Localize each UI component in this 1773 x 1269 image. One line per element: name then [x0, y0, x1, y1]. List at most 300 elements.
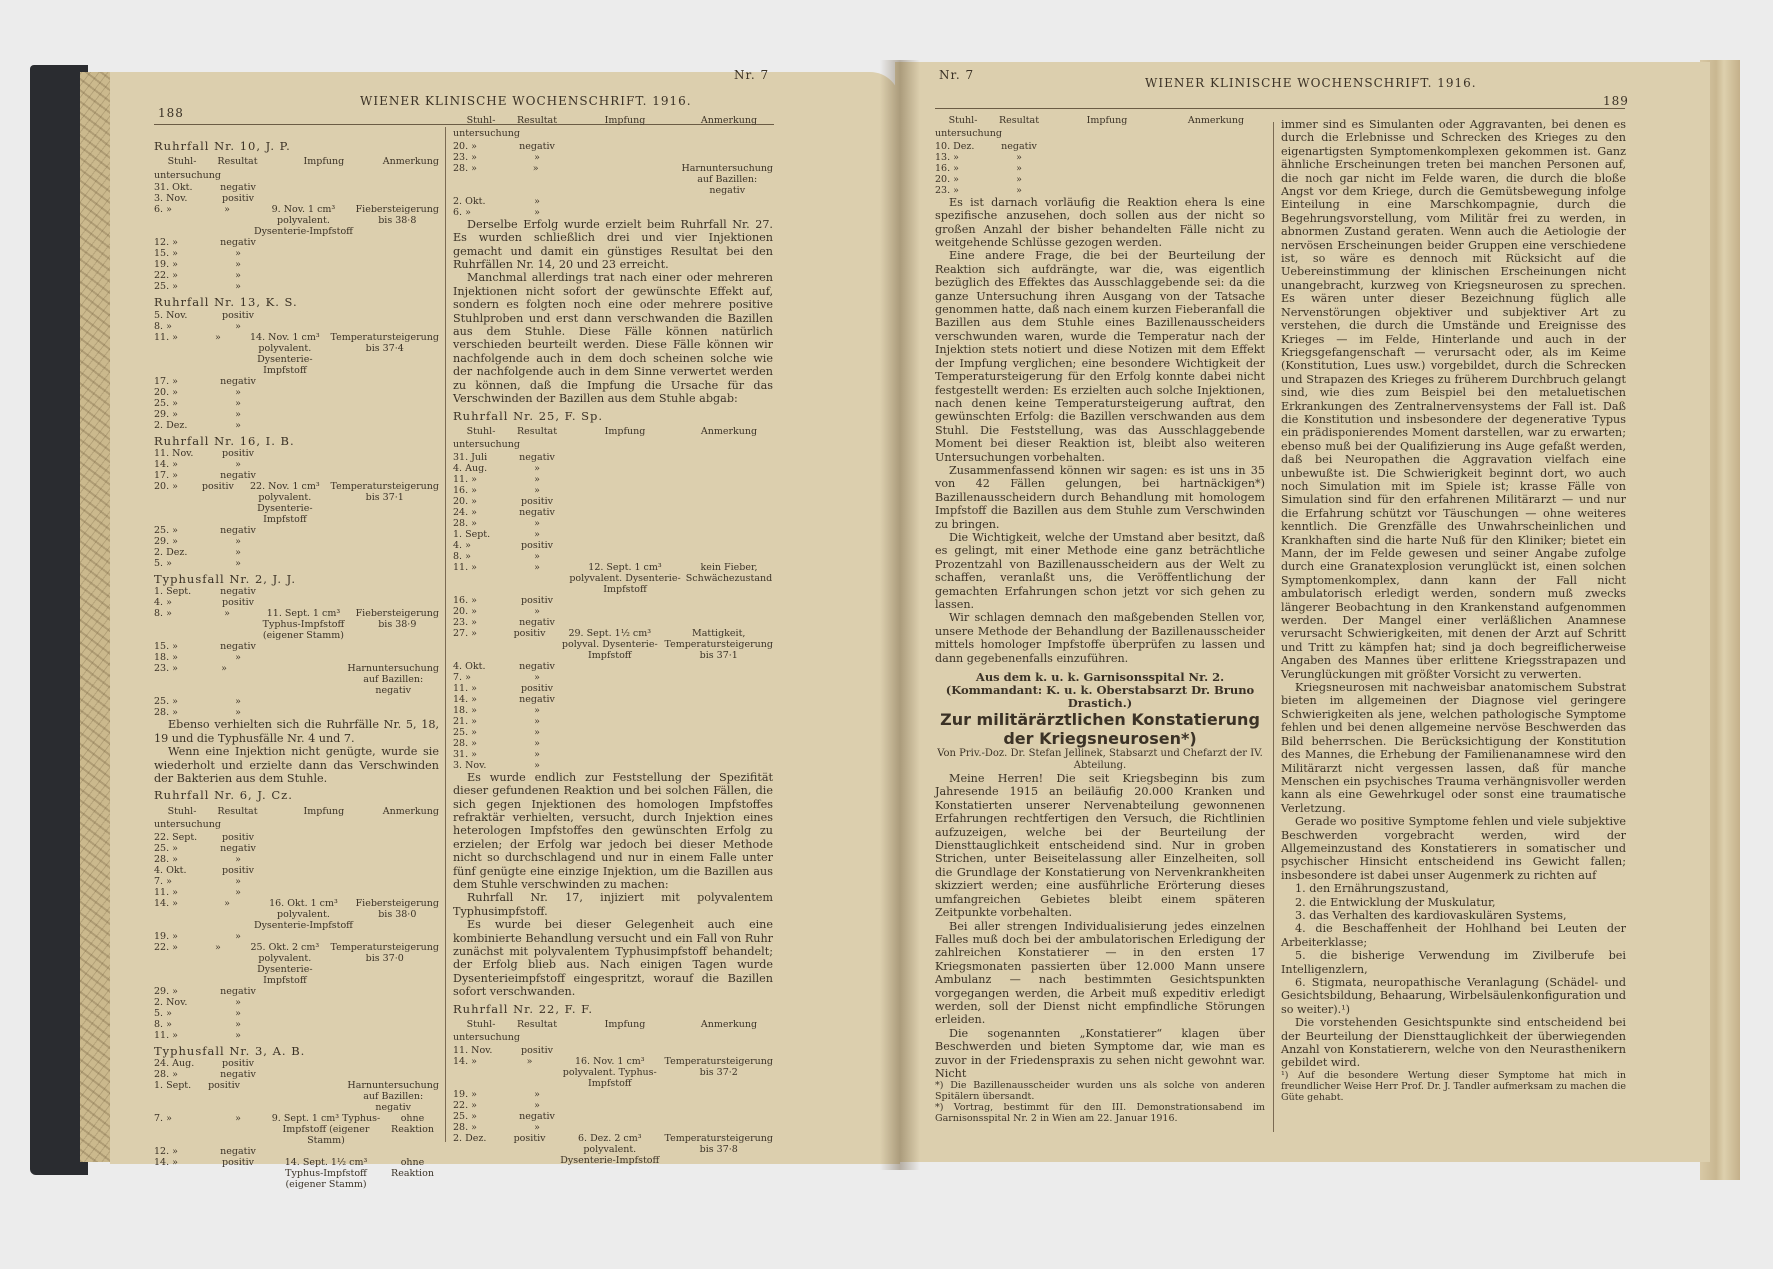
table-cell: positiv	[513, 627, 546, 639]
table-cell	[685, 474, 773, 485]
table-cell: 14. »	[154, 1157, 178, 1169]
table-row	[154, 387, 439, 398]
table-cell: 22. Nov. 1 cm³ polyvalent. Dysenterie-Impfstoff	[250, 481, 320, 526]
table-cell	[386, 641, 439, 652]
paragraph: 5. die bisherige Verwendung im Zivilberufe bei Intelligenzlern,	[1281, 949, 1626, 976]
column-header: Impfung	[604, 115, 646, 126]
case-label: Ruhrfall Nr. 10, J. P.	[154, 139, 291, 153]
table-cell: 6. »	[154, 204, 172, 216]
table-cell: »	[534, 462, 540, 474]
table-cell	[266, 876, 386, 887]
table-cell: Harnuntersuchung auf Bazillen: negativ	[681, 162, 774, 196]
paragraph: Die Wichtigkeit, welche der Umstand aber besitzt, daß es gelingt, mit einer Methode eine ganz beträchtliche Prozentzahl von Bazillenausscheidern aus der Welt zu schaffen, veranlaßt uns, die Veröffentlichung der gemachten Erfahrungen schon jetzt vor sich gehen zu lassen.	[935, 530, 1265, 611]
table-cell: 15. »	[154, 641, 178, 653]
table-cell: 17. »	[154, 375, 178, 387]
table-cell	[1167, 141, 1265, 152]
paragraph: Ruhrfall Nr. 17, injiziert mit polyvalentem Typhusimpfstoff.	[453, 891, 773, 918]
table-cell	[266, 707, 386, 718]
table-cell: 4. »	[453, 539, 471, 551]
table-cell	[685, 727, 773, 738]
table-cell: 5. »	[154, 1007, 172, 1019]
table-cell	[386, 1008, 439, 1019]
table-cell: 21. »	[453, 715, 477, 727]
table-cell	[386, 832, 439, 843]
table-cell: 5. »	[154, 558, 172, 570]
footnote: *) Die Bazillenausscheider wurden uns als solche von anderen Spitälern übersandt.	[935, 1080, 1265, 1103]
table-cell: Temperatursteigerung bis 37·8	[664, 1132, 773, 1155]
table-cell: 2. Okt.	[453, 195, 486, 207]
table-cell: 17. »	[154, 470, 178, 482]
column-header: Stuhl-untersuchung	[154, 805, 221, 831]
table-cell	[685, 595, 773, 606]
table-cell: »	[235, 853, 241, 865]
table-cell	[1167, 163, 1265, 174]
table-cell	[386, 525, 439, 536]
column-header: Anmerkung	[700, 1019, 758, 1031]
table-cell	[266, 696, 386, 707]
table-cell: 6. Dez. 2 cm³ polyvalent. Dysenterie-Impfstoff	[560, 1132, 660, 1166]
table-cell	[266, 558, 386, 569]
table-row	[154, 1157, 439, 1190]
table-row	[154, 887, 439, 898]
table-cell	[565, 606, 685, 617]
table-cell	[266, 887, 386, 898]
table-cell: positiv	[222, 831, 254, 843]
table-cell: »	[534, 704, 540, 716]
table-cell	[266, 376, 386, 387]
table-cell: 25. »	[154, 842, 178, 854]
table-cell: negativ	[519, 616, 555, 628]
table-cell: 19. »	[154, 930, 178, 942]
table-cell: 11. Sept. 1 cm³ Typhus-Impfstoff (eigener Stamm)	[262, 608, 345, 642]
table-row	[154, 832, 439, 843]
table-cell: 24. »	[453, 506, 477, 518]
table-cell	[386, 586, 439, 597]
table-cell	[685, 141, 773, 152]
table-cell: »	[235, 320, 241, 332]
table-cell	[565, 529, 685, 540]
paragraph: 6. Stigmata, neuropathische Veranlagung (Schädel- und Gesichtsbildung, Behaarung, Wirbelsäulenkonfiguration und so weiter).¹)	[1281, 976, 1626, 1016]
table-row	[453, 496, 773, 507]
table-row	[453, 518, 773, 529]
paragraph: 4. die Beschaffenheit der Hohlhand bei Leuten der Arbeiterklasse;	[1281, 922, 1626, 949]
table-cell: »	[235, 547, 241, 559]
table-cell: positiv	[521, 682, 553, 694]
table-cell: 5. Nov.	[154, 309, 188, 321]
table-cell: »	[235, 386, 241, 398]
column-header: Anmerkung	[700, 425, 758, 437]
column-header: Impfung	[604, 1019, 646, 1031]
table-cell: 2. Dez.	[154, 419, 188, 431]
table-cell: 14. »	[453, 1055, 477, 1067]
table-row	[154, 1080, 439, 1113]
table-cell: negativ	[220, 375, 256, 387]
table-cell	[386, 310, 439, 321]
table-row	[154, 986, 439, 997]
table-cell: »	[214, 331, 221, 343]
table-cell	[565, 749, 685, 760]
table-cell	[386, 1030, 439, 1041]
table-cell	[565, 617, 685, 628]
table-cell: negativ	[220, 842, 256, 854]
table-cell	[685, 705, 773, 716]
paragraph: Ebenso verhielten sich die Ruhrfälle Nr. 5, 18, 19 und die Typhusfälle Nr. 4 und 7.	[154, 718, 439, 745]
table-cell: 23. »	[453, 151, 477, 163]
table-cell: 11. »	[154, 331, 178, 343]
table-row	[154, 597, 439, 608]
table-cell: 29. »	[154, 408, 178, 420]
table-cell	[565, 661, 685, 672]
table-cell: 20. »	[453, 495, 477, 507]
table-cell	[565, 474, 685, 485]
table-cell	[565, 485, 685, 496]
table-cell	[685, 1045, 773, 1056]
table-cell: negativ	[220, 182, 256, 194]
table-cell	[266, 248, 386, 259]
table-cell: negativ	[519, 140, 555, 152]
table-cell: negativ	[519, 660, 555, 672]
table-cell	[266, 586, 386, 597]
paragraph: Die vorstehenden Gesichtspunkte sind entscheidend bei der Beurteilung der Diensttauglichkeit der überwiegenden Anzahl von Konstatierern, welche von den Neurasthenikern gebildet wird.	[1281, 1016, 1626, 1070]
table-cell	[685, 749, 773, 760]
table-row	[154, 310, 439, 321]
column-header: Stuhl-untersuchung	[453, 1019, 520, 1044]
table-cell: »	[534, 517, 540, 529]
table-row	[154, 182, 439, 193]
table-cell: »	[532, 162, 539, 174]
table-cell: »	[235, 652, 241, 664]
table-cell	[565, 694, 685, 705]
table-cell: positiv	[521, 539, 553, 551]
table-row	[154, 459, 439, 470]
table-cell	[266, 1019, 386, 1030]
table-row	[154, 470, 439, 481]
case-label: Ruhrfall Nr. 6, J. Cz.	[154, 788, 293, 803]
table-row	[453, 760, 773, 771]
table-row	[154, 237, 439, 248]
table-row	[453, 507, 773, 518]
column-rule	[1273, 122, 1274, 1132]
table-cell: »	[1016, 162, 1022, 174]
table-cell: »	[534, 550, 540, 562]
table-cell	[565, 672, 685, 683]
table-cell	[386, 237, 439, 248]
table-row	[453, 1089, 773, 1100]
case-label: Typhusfall Nr. 3, A. B.	[154, 1043, 306, 1058]
table-cell	[386, 696, 439, 707]
table-cell: negativ	[220, 586, 256, 598]
table-cell	[565, 540, 685, 551]
table-cell	[386, 931, 439, 942]
table-cell: »	[534, 528, 540, 540]
table-cell	[386, 459, 439, 470]
table-cell: 3. Nov.	[154, 193, 188, 205]
paragraph: Gerade wo positive Symptome fehlen und viele subjektive Beschwerden vorgebracht werden, wird der Allgemeinzustand des Konstatierers in somatischer und psychischer Hinsicht entscheidend ins Gewicht fallen; insbesondere ist dabei unser Augenmerk zu richten auf	[1281, 815, 1626, 882]
table-cell	[565, 727, 685, 738]
footnote: *) Vortrag, bestimmt für den III. Demonstrationsabend im Garnisonsspital Nr. 2 in Wien am 22. Januar 1916.	[935, 1102, 1265, 1125]
table-cell: negativ	[220, 237, 256, 249]
paragraph: Zusammenfassend können wir sagen: es ist uns in 35 von 42 Fällen gelungen, bei hartnäckigen*) Bazillenausscheidern durch Behandlung mit homologem Impfstoff die Bazillen aus dem Stuhle zum Verschwinden zu bringen.	[935, 463, 1265, 531]
table-cell: 11. »	[453, 561, 477, 573]
table-row	[154, 707, 439, 718]
column-header: Impfung	[1086, 115, 1128, 126]
table-cell	[1047, 141, 1167, 152]
table-row	[154, 448, 439, 459]
table-cell: »	[534, 195, 540, 207]
table-cell: 28. »	[453, 162, 477, 174]
table-cell: 23. »	[935, 184, 959, 196]
table-cell	[266, 270, 386, 281]
paragraph: Es ist darnach vorläufig die Reaktion ehera ls eine spezifische anzusehen, doch sollen aus der nicht so großen Anzahl der bisher behandelten Fälle nicht zu weitgehende Schlüsse gezogen werden.	[935, 195, 1265, 250]
table-cell: 4. »	[154, 597, 172, 609]
table-cell: »	[235, 419, 241, 431]
table-cell	[565, 716, 685, 727]
table-cell	[685, 152, 773, 163]
table-cell	[266, 525, 386, 536]
table-row	[935, 174, 1265, 185]
table-cell: »	[534, 726, 540, 738]
table-cell: 31. Juli	[453, 451, 488, 463]
table-cell: 22. Sept.	[154, 831, 198, 843]
table-row	[154, 586, 439, 597]
table-cell: »	[1016, 184, 1022, 196]
table-cell	[386, 854, 439, 865]
table-row	[453, 716, 773, 727]
table-cell: positiv	[222, 193, 254, 205]
table-cell	[685, 694, 773, 705]
table-cell: 9. Nov. 1 cm³ polyvalent. Dysenterie-Impfstoff	[253, 204, 353, 238]
table-cell	[386, 707, 439, 718]
table-cell: 3. Nov.	[453, 759, 487, 771]
table-cell	[266, 420, 386, 431]
table-row	[453, 1122, 773, 1133]
footnote: ¹) Auf die besondere Wertung dieser Symptome hat mich in freundlicher Weise Herr Prof. Dr. J. Tandler aufmerksam zu machen die Güte gehabt.	[1281, 1069, 1626, 1103]
table-cell: positiv	[222, 448, 254, 460]
table-row	[154, 281, 439, 292]
table-cell	[266, 832, 386, 843]
paragraph: Manchmal allerdings trat nach einer oder mehreren Injektionen nicht sofort der gewünschte Effekt auf, sondern es folgten noch eine oder mehrere positive Stuhlproben und erst dann verschwanden die Bazillen aus dem Stuhle. Diese Fälle können natürlich verschieden beurteilt werden. Diese Fälle können wir nachfolgende auch in dem doch scheinen solche wie der nachfolgende auch in dem Sinne verwertet werden zu können, daß die Impfung die Ursache für das Verschwinden der Bazillen aus dem Stuhle abgab:	[453, 271, 773, 406]
table-cell: positiv	[222, 309, 254, 321]
table-cell	[1047, 185, 1167, 196]
table-cell	[685, 485, 773, 496]
table-row	[453, 196, 773, 207]
table-header	[453, 1018, 773, 1045]
table-cell: 25. »	[154, 397, 178, 409]
table-cell	[386, 270, 439, 281]
table-cell	[266, 281, 386, 292]
table-cell: 11. »	[453, 682, 477, 694]
table-cell: 23. »	[154, 663, 178, 675]
table-cell: »	[534, 1088, 540, 1100]
table-row	[154, 1008, 439, 1019]
header-rule	[935, 108, 1625, 109]
table-cell: »	[534, 484, 540, 496]
table-cell: Temperatursteigerung bis 37·0	[330, 941, 439, 964]
table-row	[154, 663, 439, 696]
column-header: Stuhl-untersuchung	[154, 156, 221, 181]
left-page	[110, 68, 900, 1191]
table-cell: Fiebersteigerung bis 38·8	[355, 204, 439, 227]
table-cell: »	[224, 204, 230, 216]
table-cell: 11. Nov.	[154, 448, 194, 460]
right-column	[1281, 118, 1626, 1103]
table-cell: ohne Reaktion	[391, 1157, 434, 1180]
table-cell	[563, 163, 681, 196]
table-cell: 28. »	[453, 737, 477, 749]
table-cell: »	[235, 459, 241, 471]
table-row	[453, 540, 773, 551]
table-cell: negativ	[220, 470, 256, 482]
table-cell	[565, 1122, 685, 1133]
table-cell: »	[235, 558, 241, 570]
table-cell: 31. »	[453, 748, 477, 760]
table-row	[154, 997, 439, 1008]
table-cell: 28. »	[453, 517, 477, 529]
table-cell: 2. Nov.	[154, 996, 188, 1008]
table-row	[935, 185, 1265, 196]
column-header: Stuhl-untersuchung	[453, 425, 520, 451]
table-cell	[266, 237, 386, 248]
paragraph: Die sogenannten „Konstatierer“ klagen über Beschwerden und bieten Symptome dar, wie man es zuvor in der Friedenspraxis zu sehen nicht gewohnt war. Nicht	[935, 1026, 1265, 1080]
table-cell	[685, 738, 773, 749]
table-cell: 27. »	[453, 627, 477, 639]
table-row	[453, 628, 773, 661]
table-cell	[1047, 163, 1167, 174]
table-cell	[685, 1111, 773, 1122]
table-cell	[266, 1030, 386, 1041]
table-cell	[266, 641, 386, 652]
table-cell	[247, 1080, 347, 1113]
table-cell: 9. Sept. 1 cm³ Typhus-Impfstoff (eigener Stamm)	[271, 1113, 381, 1147]
table-header	[935, 114, 1265, 141]
table-cell: Fiebersteigerung bis 38·9	[355, 608, 439, 631]
paragraph: Bei aller strengen Individualisierung jedes einzelnen Falles muß doch bei der ambulatorischen Erledigung der zahlreichen Konstatierer — in den ersten 17 Kriegsmonaten passierten über 12.000 Mann unsere Ambulanz — nach bestimmten Gesichtspunkten vorgegangen werden, die Arbeit muß expeditiv erledigt werden, soll der Dienst nicht empfindliche Störungen erleiden.	[935, 919, 1265, 1027]
table-cell: negativ	[220, 1146, 256, 1158]
table-cell: 13. »	[935, 151, 959, 163]
table-cell	[386, 1019, 439, 1030]
page-number: 188	[158, 106, 184, 120]
table-cell	[266, 459, 386, 470]
table-cell: »	[235, 1007, 241, 1019]
table-cell: »	[235, 536, 241, 548]
table-cell: 22. »	[154, 941, 178, 953]
table-row	[154, 876, 439, 887]
table-cell	[266, 470, 386, 481]
table-row	[453, 485, 773, 496]
table-cell: »	[235, 397, 241, 409]
table-cell	[266, 387, 386, 398]
table-row	[154, 1019, 439, 1030]
table-cell: negativ	[519, 693, 555, 705]
table-cell: 8. »	[154, 608, 172, 620]
table-cell	[1047, 152, 1167, 163]
table-cell: 25. »	[154, 281, 178, 293]
table-cell: »	[534, 715, 540, 727]
table-cell: »	[224, 897, 230, 909]
table-cell	[565, 683, 685, 694]
table-cell	[266, 398, 386, 409]
article-source: Aus dem k. u. k. Garnisonsspital Nr. 2.	[975, 670, 1225, 685]
table-cell: »	[235, 270, 241, 282]
table-row	[154, 193, 439, 204]
table-cell: »	[235, 886, 241, 898]
table-cell: 12. »	[154, 1146, 178, 1158]
table-cell	[386, 193, 439, 204]
table-row	[154, 641, 439, 652]
table-cell	[685, 683, 773, 694]
table-row	[154, 608, 439, 641]
table-cell: negativ	[220, 641, 256, 653]
table-cell: 8. »	[154, 1018, 172, 1030]
table-row	[154, 1030, 439, 1041]
table-cell	[1167, 174, 1265, 185]
table-cell	[565, 496, 685, 507]
table-cell: »	[534, 206, 540, 218]
table-cell: 11. Nov.	[453, 1044, 493, 1056]
table-cell: 20. »	[453, 140, 477, 152]
table-cell	[266, 321, 386, 332]
table-cell	[266, 843, 386, 854]
table-cell: »	[534, 1121, 540, 1133]
paragraph: Wir schlagen demnach den maßgebenden Stellen vor, unsere Methode der Behandlung der Bazillenausscheider mittels homologer Impfstoffe überprüfen zu lassen und dann gegebenenfalls einzuführen.	[935, 611, 1265, 665]
table-cell: »	[526, 1055, 533, 1067]
table-cell: Temperatursteigerung bis 37·1	[330, 481, 439, 504]
table-row	[453, 727, 773, 738]
table-cell	[386, 387, 439, 398]
table-cell: »	[224, 608, 230, 620]
table-cell	[685, 551, 773, 562]
table-row	[154, 1058, 439, 1069]
table-cell: 1. Sept.	[154, 1080, 192, 1092]
table-row	[453, 551, 773, 562]
table-cell	[685, 1100, 773, 1111]
table-cell: 14. »	[154, 897, 178, 909]
table-cell: 28. »	[453, 1121, 477, 1133]
table-cell	[565, 507, 685, 518]
table-cell	[386, 376, 439, 387]
table-row	[154, 321, 439, 332]
table-cell	[685, 661, 773, 672]
table-cell: 11. »	[154, 1029, 178, 1041]
table-cell: negativ	[519, 451, 555, 463]
table-row	[154, 525, 439, 536]
table-cell: »	[235, 707, 241, 719]
table-cell: 28. »	[154, 1069, 178, 1081]
table-cell: positiv	[201, 481, 234, 493]
table-cell	[266, 1069, 386, 1080]
table-row	[453, 672, 773, 683]
running-head: WIENER KLINISCHE WOCHENSCHRIFT. 1916.	[360, 94, 692, 108]
table-cell: »	[235, 259, 241, 271]
table-cell: »	[534, 1099, 540, 1111]
table-cell	[266, 1008, 386, 1019]
table-cell: positiv	[222, 1157, 254, 1169]
table-row	[453, 705, 773, 716]
table-cell: 14. »	[453, 693, 477, 705]
table-row	[453, 683, 773, 694]
table-cell: 12. »	[154, 237, 178, 249]
table-cell: Harnuntersuchung auf Bazillen: negativ	[347, 1080, 439, 1114]
table-cell: 28. »	[154, 853, 178, 865]
table-row	[453, 606, 773, 617]
table-cell: »	[235, 996, 241, 1008]
column-header: Anmerkung	[1187, 115, 1245, 126]
issue-number: Nr. 7	[939, 68, 975, 82]
table-cell	[386, 182, 439, 193]
table-row	[935, 152, 1265, 163]
paragraph: 2. die Entwicklung der Muskulatur,	[1295, 895, 1496, 909]
column-header: Impfung	[303, 805, 345, 817]
